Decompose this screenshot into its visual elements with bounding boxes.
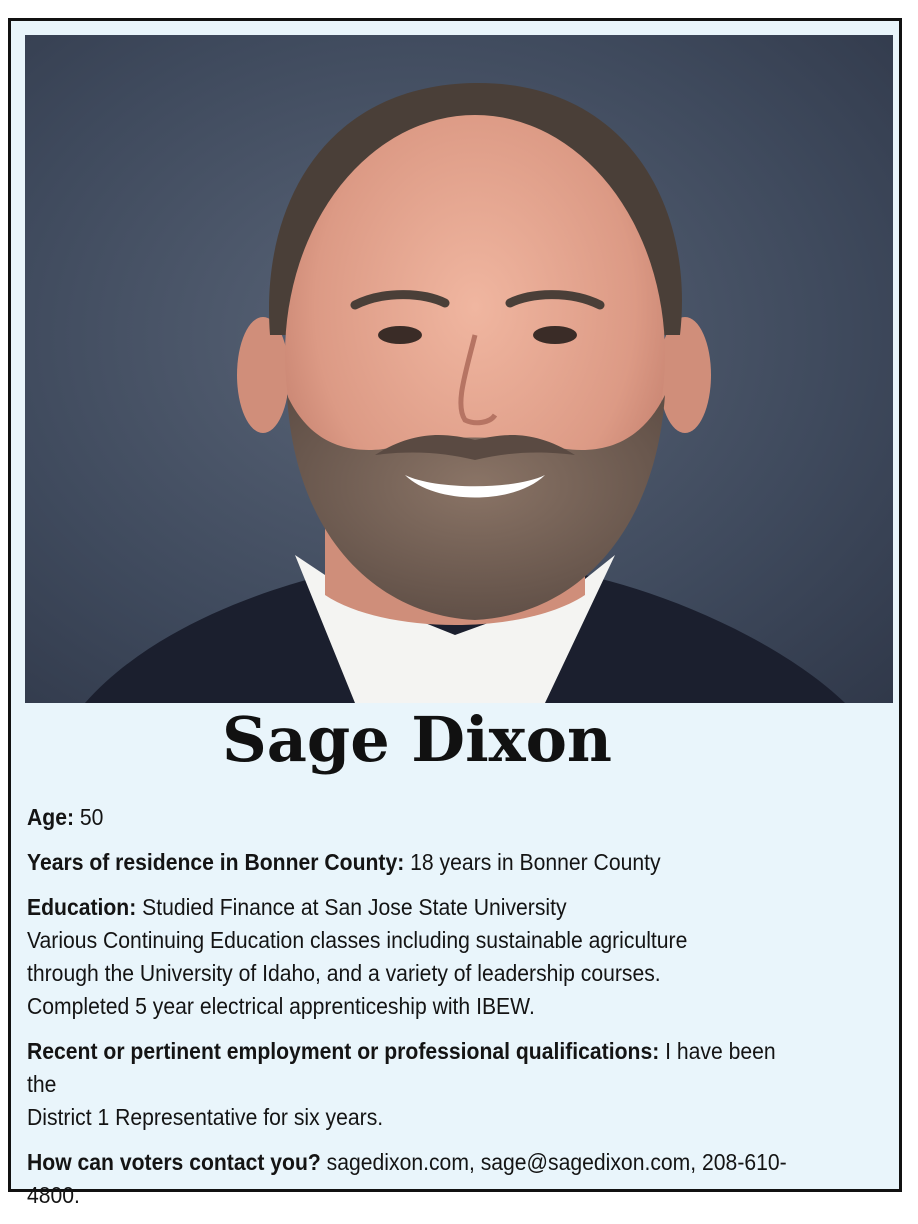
employment-label: Recent or pertinent employment or professional qualifications: [27, 1038, 660, 1064]
education-row [27, 891, 810, 1023]
education-value: Studied Finance at San Jose State University [142, 894, 567, 920]
age-row [27, 801, 810, 834]
residence-label: Years of residence in Bonner County: [27, 849, 405, 875]
age-value: 50 [79, 804, 104, 830]
education-label: Education: [27, 894, 137, 920]
education-line: Various Continuing Education classes including sustainable agriculture [27, 927, 688, 953]
education-line: Completed 5 year electrical apprenticeship with IBEW. [27, 993, 535, 1019]
contact-value: sagedixon.com, sage@sagedixon.com, 208-610-4800. [27, 1149, 787, 1208]
employment-value: I have been the [27, 1038, 776, 1097]
employment-line: District 1 Representative for six years. [27, 1104, 384, 1130]
candidate-name: Sage Dixon [221, 703, 613, 776]
residence-row [27, 846, 810, 879]
candidate-card [8, 18, 902, 1208]
contact-row [27, 1146, 810, 1212]
employment-row [27, 1035, 810, 1134]
education-line: through the University of Idaho, and a variety of leadership courses. [27, 960, 661, 986]
age-label: Age: [27, 804, 75, 830]
contact-label: How can voters contact you? [27, 1149, 321, 1175]
candidate-photo [25, 35, 893, 703]
residence-value: 18 years in Bonner County [410, 849, 661, 875]
candidate-info [27, 801, 810, 1224]
